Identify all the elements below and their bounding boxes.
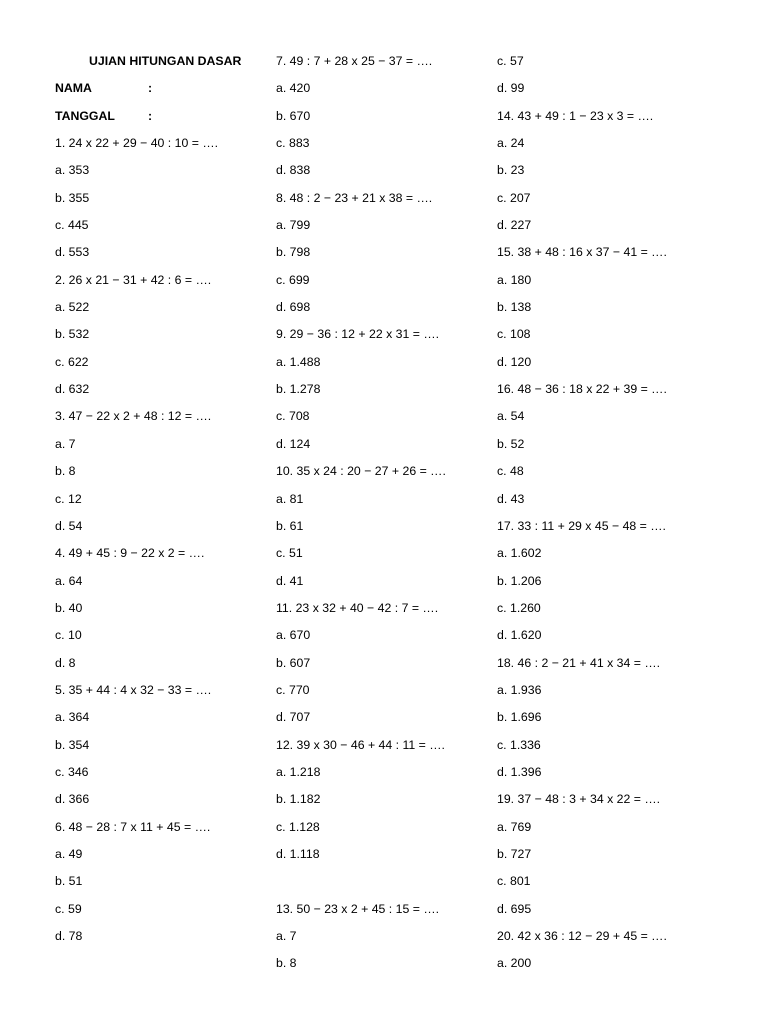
answer-option: a. 364 (55, 710, 90, 725)
answer-option: d. 124 (276, 436, 311, 451)
answer-option: c. 708 (276, 409, 310, 424)
question-text: 4. 49 + 45 : 9 − 22 x 2 = …. (55, 546, 205, 561)
tanggal-row (55, 108, 255, 135)
answer-option: a. 799 (276, 218, 311, 233)
answer-option: d. 707 (276, 710, 311, 725)
answer-option: b. 355 (55, 190, 90, 205)
question-text: 7. 49 : 7 + 28 x 25 − 37 = …. (276, 54, 433, 68)
answer-option: a. 180 (497, 272, 532, 287)
answer-option: d. 43 (497, 491, 525, 506)
answer-option: b. 1.206 (497, 573, 542, 588)
answer-option: c. 1.128 (276, 819, 320, 834)
answer-option: b. 532 (55, 327, 90, 342)
answer-option: b. 51 (55, 874, 83, 889)
answer-option: a. 1.936 (497, 682, 542, 697)
answer-option: a. 1.218 (276, 764, 321, 779)
answer-option: d. 1.118 (276, 846, 320, 861)
answer-option: c. 883 (276, 136, 310, 151)
blank-line (276, 873, 476, 900)
answer-option: a. 1.488 (276, 354, 321, 369)
answer-option: b. 8 (276, 956, 297, 971)
question-text: 3. 47 − 22 x 2 + 48 : 12 = …. (55, 409, 212, 424)
answer-option: d. 54 (55, 518, 83, 533)
answer-option: a. 7 (276, 929, 297, 943)
answer-option: b. 61 (276, 518, 304, 533)
answer-option: a. 670 (276, 628, 311, 643)
answer-option: d. 553 (55, 245, 90, 260)
answer-option: b. 138 (497, 300, 532, 315)
question-text: 11. 23 x 32 + 40 − 42 : 7 = …. (276, 600, 439, 615)
answer-option: b. 1.696 (497, 710, 542, 725)
question-text: 2. 26 x 21 − 31 + 42 : 6 = …. (55, 272, 212, 287)
tanggal-label: TANGGAL (55, 108, 115, 123)
answer-option: c. 108 (497, 327, 531, 342)
answer-option: b. 354 (55, 737, 90, 752)
question-text: 13. 50 − 23 x 2 + 45 : 15 = …. (276, 901, 440, 916)
question-text: 6. 48 − 28 : 7 x 11 + 45 = …. (55, 819, 211, 834)
answer-option: b. 670 (276, 108, 311, 123)
question-text: 20. 42 x 36 : 12 − 29 + 45 = …. (497, 929, 667, 943)
answer-option: c. 1.260 (497, 600, 541, 615)
answer-option: a. 200 (497, 956, 532, 971)
answer-option: c. 699 (276, 272, 310, 287)
question-text: 16. 48 − 36 : 18 x 22 + 39 = …. (497, 382, 667, 397)
question-text: 8. 48 : 2 − 23 + 21 x 38 = …. (276, 190, 433, 205)
question-text: 14. 43 + 49 : 1 − 23 x 3 = …. (497, 108, 654, 123)
answer-option: c. 445 (55, 218, 89, 233)
answer-option: b. 23 (497, 163, 525, 178)
answer-option: b. 52 (497, 436, 525, 451)
question-list-left (55, 135, 255, 955)
page-title: UJIAN HITUNGAN DASAR (89, 54, 242, 68)
answer-option: b. 40 (55, 600, 83, 615)
tanggal-colon: : (148, 108, 153, 123)
question-text: 10. 35 x 24 : 20 − 27 + 26 = …. (276, 464, 446, 479)
answer-option: d. 41 (276, 573, 304, 588)
answer-option: a. 49 (55, 846, 83, 861)
question-text: 9. 29 − 36 : 12 + 22 x 31 = …. (276, 327, 440, 342)
answer-option: a. 522 (55, 300, 90, 315)
answer-option: d. 838 (276, 163, 311, 178)
question-text: 18. 46 : 2 − 21 + 41 x 34 = …. (497, 655, 661, 670)
question-text: 1. 24 x 22 + 29 − 40 : 10 = …. (55, 136, 219, 151)
answer-option: a. 64 (55, 573, 83, 588)
answer-option: c. 10 (55, 628, 82, 643)
answer-option: d. 366 (55, 792, 90, 807)
answer-option: d. 695 (497, 901, 532, 916)
answer-option: a. 769 (497, 819, 532, 834)
answer-option: a. 420 (276, 81, 311, 96)
answer-option: a. 54 (497, 409, 525, 424)
column-middle (276, 53, 476, 983)
answer-option: d. 8 (55, 655, 76, 670)
column-left (55, 53, 255, 955)
answer-option: c. 346 (55, 764, 89, 779)
question-text: 17. 33 : 11 + 29 x 45 − 48 = …. (497, 518, 666, 533)
answer-option: d. 632 (55, 382, 90, 397)
question-list-middle (276, 53, 476, 983)
answer-option: c. 51 (276, 546, 303, 561)
answer-option: d. 78 (55, 929, 83, 943)
answer-option: c. 59 (55, 901, 82, 916)
answer-option: c. 622 (55, 354, 89, 369)
answer-option: c. 207 (497, 190, 531, 205)
answer-option: b. 1.182 (276, 792, 321, 807)
answer-option: a. 81 (276, 491, 304, 506)
answer-option: b. 1.278 (276, 382, 321, 397)
answer-option: d. 99 (497, 81, 525, 96)
answer-option: c. 1.336 (497, 737, 541, 752)
answer-option: c. 48 (497, 464, 524, 479)
nama-colon: : (148, 81, 153, 96)
answer-option: b. 798 (276, 245, 311, 260)
answer-option: d. 120 (497, 354, 532, 369)
question-text: 12. 39 x 30 − 46 + 44 : 11 = …. (276, 737, 445, 752)
nama-row (55, 80, 255, 107)
answer-option: a. 7 (55, 436, 76, 451)
answer-option: c. 770 (276, 682, 310, 697)
answer-option: d. 1.620 (497, 628, 542, 643)
question-text: 19. 37 − 48 : 3 + 34 x 22 = …. (497, 792, 661, 807)
answer-option: c. 801 (497, 874, 531, 889)
answer-option: b. 727 (497, 846, 532, 861)
answer-option: d. 227 (497, 218, 532, 233)
answer-option: a. 1.602 (497, 546, 542, 561)
answer-option: d. 698 (276, 300, 311, 315)
answer-option: c. 57 (497, 54, 524, 68)
answer-option: d. 1.396 (497, 764, 542, 779)
answer-option: c. 12 (55, 491, 82, 506)
answer-option: a. 24 (497, 136, 525, 151)
answer-option: b. 607 (276, 655, 311, 670)
column-right (497, 53, 717, 983)
answer-option: a. 353 (55, 163, 90, 178)
nama-label: NAMA (55, 81, 92, 96)
answer-option: b. 8 (55, 464, 76, 479)
question-text: 15. 38 + 48 : 16 x 37 − 41 = …. (497, 245, 667, 260)
question-list-right (497, 53, 717, 983)
question-text: 5. 35 + 44 : 4 x 32 − 33 = …. (55, 682, 212, 697)
